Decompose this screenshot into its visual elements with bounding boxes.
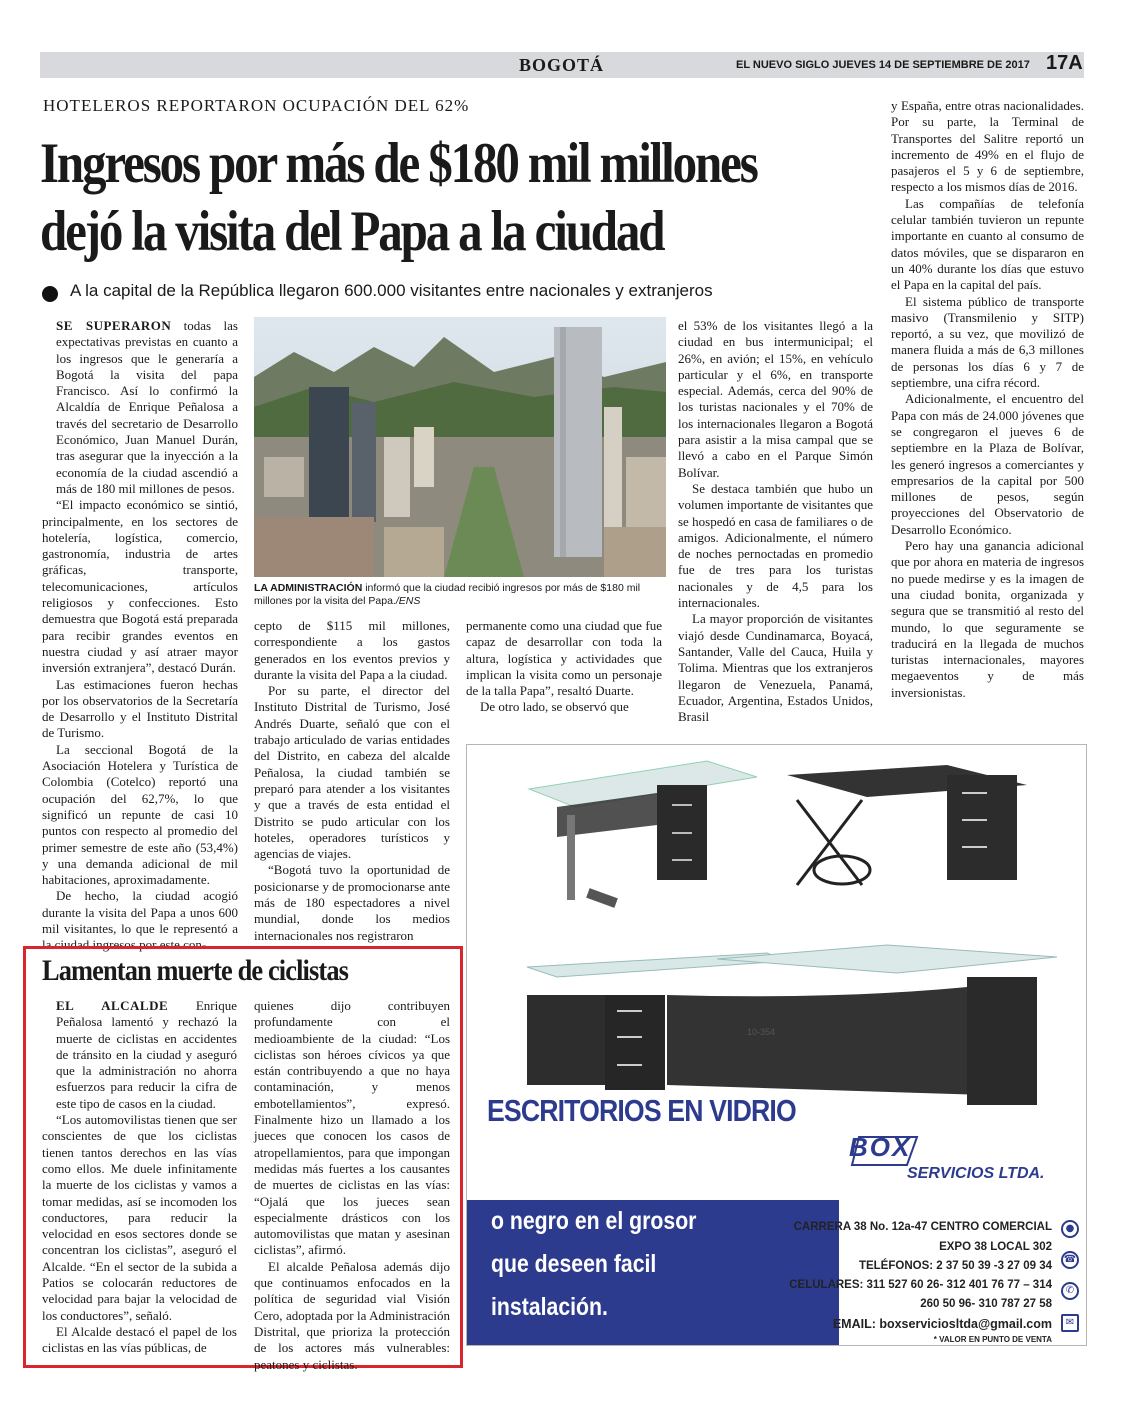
headline-line1: Ingresos por más de $180 mil millones [40,132,757,195]
paragraph [42,998,237,1112]
location-pin-icon: ● [1061,1220,1079,1238]
ad-cell2: 260 50 96- 310 787 27 58 [920,1298,1052,1310]
model-label: 10-354 [747,1027,776,1037]
logo-sub: SERVICIOS LTDA. [907,1165,1045,1182]
paragraph: permanente como una ciudad que fue capaz de desarrollar con toda la altura, logística y actividades que implican la visita como un personaje de la talla Papa”, resaltó Duarte. [466,618,662,699]
paragraph: Por su parte, el director del Instituto Distrital de Turismo, José Andrés Duarte, señaló que con el trabajo articulado de varias entidades del Distrito, en cabeza del alcalde Peñalosa, la ciudad también se preparó para atender a los visitantes y que a través de esta entidad el Distrito se pudo articular con los hoteles, operadores turísticos y agencias de viajes. [254,683,450,862]
paragraph: y España, entre otras nacionalidades. Por su parte, la Terminal de Transportes del Salitre reportó un incremento de 49% en el flujo de pasajeros el 5 y 6 de septiembre, respecto a los mismos días de 2016. [891,98,1084,195]
paragraph: La mayor proporción de visitantes viajó desde Cundinamarca, Boyacá, Santander, Valle del Cauca, Huila y Tolima. Mientras que los extranjeros llegaron de Venezuela, Panamá, Ecuador, Argentina, Estados Unidos, Brasil [678,611,873,725]
lead-in: EL ALCALDE [56,998,169,1013]
email-envelope-icon: ✉ [1061,1314,1079,1332]
paragraph [42,318,238,497]
sidebar-column-1 [42,998,237,1357]
ad-line4: instalación. [491,1293,608,1321]
ad-line3: que deseen facil [491,1250,657,1278]
section-name: BOGOTÁ [519,55,605,75]
kicker: HOTELEROS REPORTARON OCUPACIÓN DEL 62% [43,96,470,115]
paragraph-text: todas las expectativas previstas en cuanto a los ingresos que le generaría a Bogotá la visita del papa Francisco. Así lo confirmó la Alcaldía de Enrique Peñalosa a través del secretario de Desarrollo Económico, Juan Manuel Durán, tras asegurar que la inyección a la economía de la ciudad ascendió a más de 180 mil millones de pesos. [56,318,238,496]
article-column-3 [466,618,662,716]
telephone-icon: ☎ [1061,1251,1079,1269]
paragraph: Las compañías de telefonía celular también tuvieron un repunte importante en cuanto al consumo de datos móviles, que se dispararon en un 40% durante los días que estuvo el Papa en la capital del país. [891,195,1084,293]
paragraph-text: Enrique Peñalosa lamentó y rechazó la muerte de ciclistas en accidentes de tránsito en la ciudad y aseguró que la administración no ahorra esfuerzos para reducir la cifra de este tipo de casos en la ciudad. [56,998,237,1111]
paragraph: Se destaca también que hubo un volumen importante de visitantes que se hospedó en casa de familiares o de amigos. Adicionalmente, el número de noches pernoctadas en promedio fue de tres para los turistas nacionales y de 4,5 para los internacionales. [678,480,873,611]
article-column-1 [42,318,238,954]
ad-address1: CARRERA 38 No. 12a-47 CENTRO COMERCIAL [793,1221,1052,1233]
paragraph: Pero hay una ganancia adicional que por ahora en materia de ingresos no puede medirse y es la imagen de una ciudad bonita, organizada y segura que se transmitió al resto del mundo, lo que seguramente se traducirá en la llegada de muchos turistas internacionales, mayores megaeventos y de más inversionistas. [891,538,1084,700]
headline-line2: dejó la visita del Papa a la ciudad [40,200,664,263]
ad-line2: o negro en el grosor [491,1207,697,1235]
photo-caption [254,582,670,608]
paragraph: El alcalde Peñalosa además dijo que continuamos enfocados en la política de seguridad vial Visión Cero, adoptada por la Administración Distrital, que prioriza la protección de los actores más vulnerables: peatones y ciclistas. [254,1258,450,1372]
bogota-skyline-image [254,317,666,577]
subhead: A la capital de la República llegaron 600.000 visitantes entre nacionales y extranjeros [70,281,713,300]
whatsapp-icon: ✆ [1061,1282,1079,1300]
ad-email: EMAIL: boxserviciosltda@gmail.com [832,1317,1052,1331]
ad-phones: TELÉFONOS: 2 37 50 39 -3 27 09 34 [858,1260,1052,1272]
headline [40,130,762,266]
city-photo [254,317,666,577]
ad-address2: EXPO 38 LOCAL 302 [939,1241,1052,1253]
logo-main: BOX [849,1132,912,1162]
caption-text: informó que la ciudad recibió ingresos por más de $180 mil millones por la visita del Papa. [254,582,641,607]
paragraph: El Alcalde destacó el papel de los ciclistas en las vías públicas, de [42,1323,237,1356]
bullet-icon [42,286,58,302]
paragraph: Las estimaciones fueron hechas por los observatorios de la Secretaría de Desarrollo y el Instituto Distrital de Turismo. [42,676,238,741]
advertisement [466,744,1087,1346]
ad-line1: Vidrio transparente [491,1164,686,1192]
ad-title: ESCRITORIOS EN VIDRIO [487,1093,796,1128]
paragraph: “Bogotá tuvo la oportunidad de posicionarse y de promocionarse ante más de 180 espectadores a nivel mundial, donde los medios internacionales nos registraron [254,862,450,943]
ad-cell1: CELULARES: 311 527 60 26- 312 401 76 77 – 314 [789,1279,1052,1291]
sidebar-title: Lamentan muerte de ciclistas [42,954,349,987]
paragraph: “Los automovilistas tienen que ser conscientes de que los ciclistas tienen tantos derechos en las vías como ellos. Me duele infinitamente la muerte de los ciclistas y vamos a tomar medidas, así se incomoden los conductores, para reducir la velocidad en esos sectores donde se concentran los ciclistas”, aseguró el Alcalde. “En el sector de la subida a Patios se colocarán reductores de velocidad para bajar la velocidad de los conductores”, señaló. [42,1112,237,1323]
page-number: 17A [1046,52,1083,74]
ad-copy [491,1157,696,1329]
article-column-4 [678,318,873,725]
paragraph: “El impacto económico se sintió, principalmente, en los sectores de hotelería, logística, comercio, gastronomía, industria de artes gráficas, transporte, telecomunicaciones, artículos religiosos y confecciones. Esto demuestra que Bogotá está preparada para recibir grandes eventos en nuestra ciudad y así atraer mayor inversión extranjera”, destacó Durán. [42,497,238,676]
article-column-2 [254,618,450,944]
caption-lead: LA ADMINISTRACIÓN [254,582,363,594]
paragraph: El sistema público de transporte masivo (Transmilenio y SITP) reportó, a su vez, que movilizó de manera fluida a más de 6,3 millones de personas los días 6 y 7 de septiembre, una cifra récord. [891,293,1084,391]
paragraph: De otro lado, se observó que [480,699,629,715]
ad-note: * VALOR EN PUNTO DE VENTA [933,1335,1052,1344]
caption-credit: /ENS [395,595,421,607]
paragraph: el 53% de los visitantes llegó a la ciudad en bus intermunicipal; el 26%, en avión; el 15%, en vehículo particular y el 6%, en transporte especial. Además, cerca del 90% de los turistas nacionales y el 70% de los internacionales llegaron a Bogotá para asistir a la misa campal que se llevó a cabo en el Parque Simón Bolívar. [678,318,873,480]
paragraph: De hecho, la ciudad acogió durante la visita del Papa a unos 600 mil visitantes, lo que le representó a la ciudad ingresos por este con- [42,888,238,953]
paragraph: Adicionalmente, el encuentro del Papa con más de 24.000 jóvenes que se congregaron el jueves 6 de septiembre en la Plaza de Bolívar, les generó ingresos a comerciantes y empresarios de la capital por 500 millones de pesos, según proyecciones del Observatorio de Desarrollo Económico. [891,391,1084,537]
article-column-5 [891,98,1084,701]
paragraph: cepto de $115 mil millones, correspondiente a los gastos generados en los eventos previos y durante la visita del Papa a la ciudad. [254,618,450,682]
lead-in: SE SUPERARON [56,318,172,333]
paragraph: La seccional Bogotá de la Asociación Hotelera y Turística de Colombia (Cotelco) reportó una ocupación del 62,7%, lo que significó un repunte de casi 10 puntos con respecto al promedio del primer semestre de este año (53,4%) y una demanda adicional de mil habitaciones, aproximadamente. [42,741,238,888]
paragraph: quienes dijo contribuyen profundamente con el medioambiente de la ciudad: “Los ciclistas son héroes cívicos ya que están contribuyendo a que no haya contaminación, y menos embotellamientos”, expresó. Finalmente hizo un llamado a los jueces que conocen los casos de atropellamientos, para que impongan medidas más fuertes a los causantes de muertes de ciclistas en las vías: “Ojalá que los jueces sean especialmente drásticos con los automovilistas que matan y asesinan ciclistas”, afirmó. [254,998,450,1258]
date-line: EL NUEVO SIGLO JUEVES 14 DE SEPTIEMBRE DE 2017 [736,59,1030,71]
sidebar-column-2 [254,998,450,1373]
